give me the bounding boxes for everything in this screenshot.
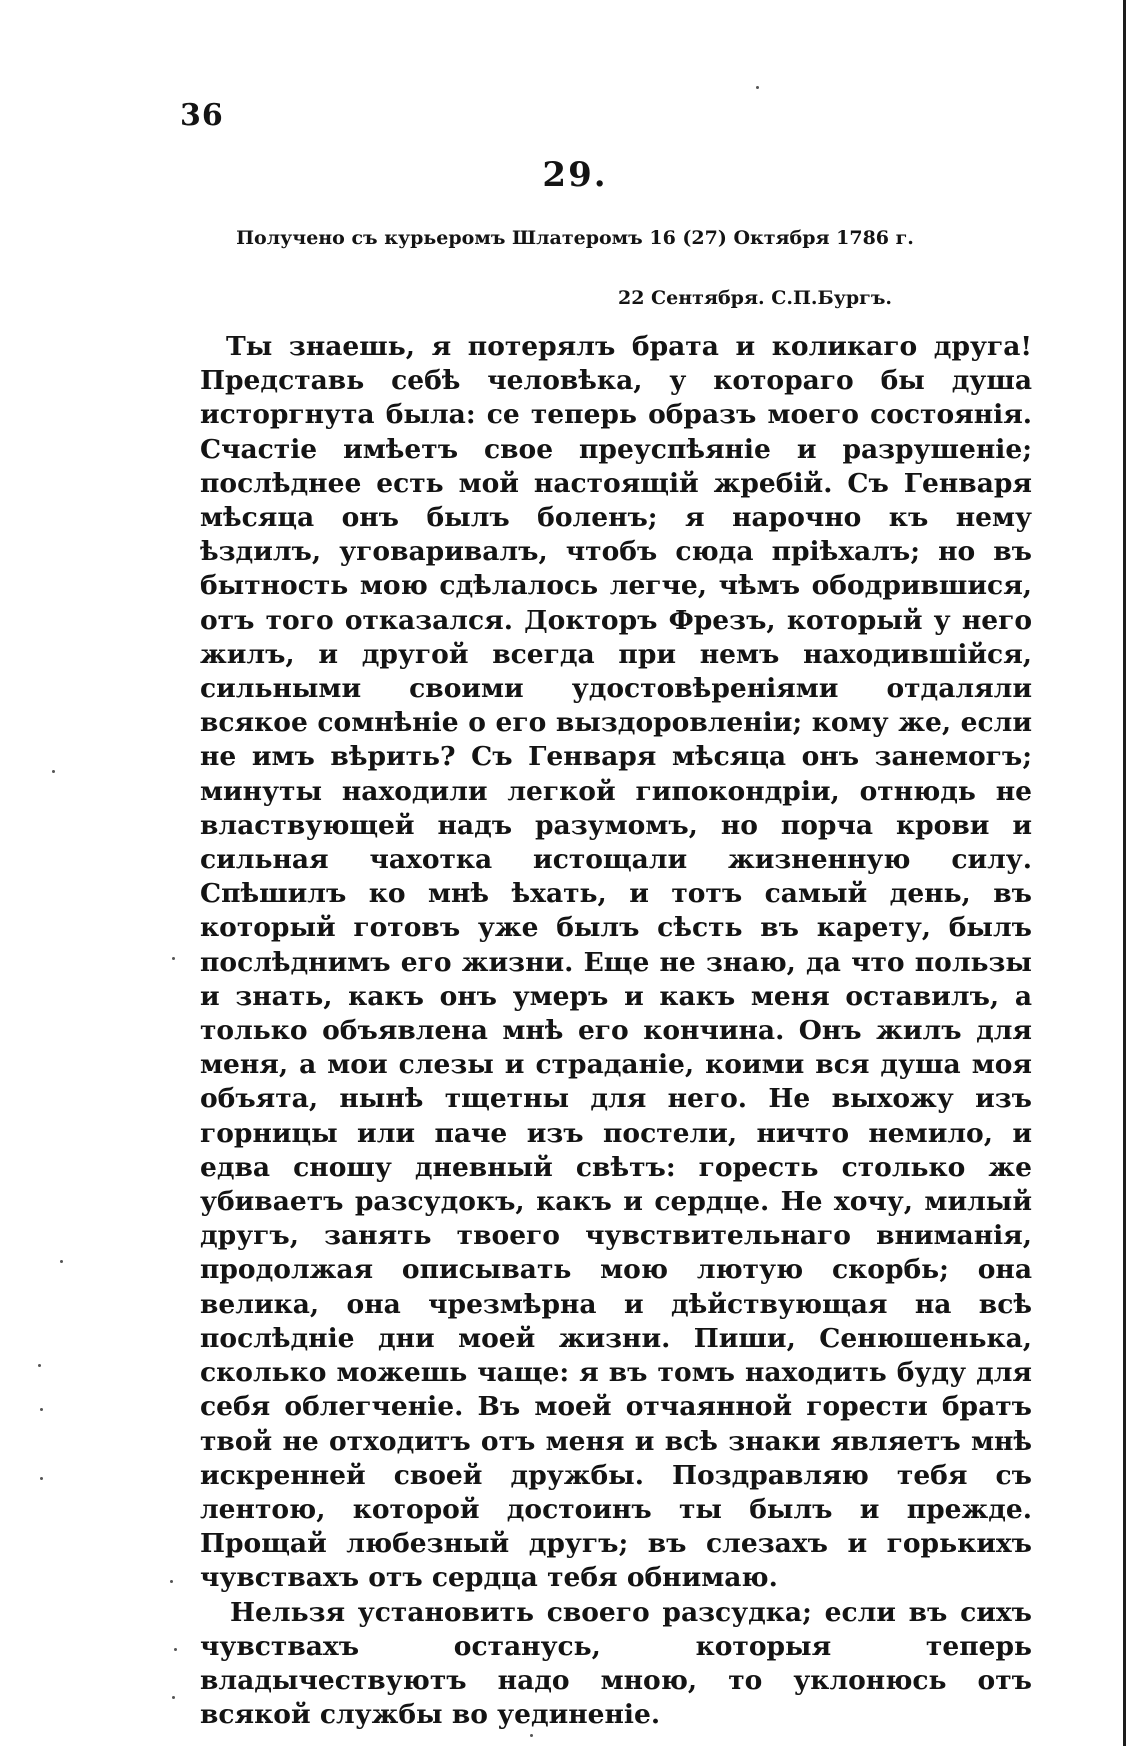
scan-speck	[174, 1648, 177, 1651]
scan-speck	[530, 1734, 533, 1737]
page-number: 36	[180, 98, 224, 133]
scan-speck	[756, 86, 759, 89]
letter-number: 29.	[542, 155, 608, 195]
courier-note: Получено съ курьеромъ Шлатеромъ 16 (27) Октября 1786 г.	[236, 227, 914, 249]
scan-speck	[172, 957, 175, 960]
scan-speck	[38, 1364, 41, 1367]
scan-speck	[172, 1696, 175, 1699]
scan-speck	[52, 770, 55, 773]
scan-speck	[60, 1260, 63, 1263]
scan-speck	[40, 1477, 43, 1480]
dateline: 22 Сентября. С.П.Бургъ.	[618, 287, 893, 309]
letter-paragraph-2: Нельзя установить своего разсудка; если въ сихъ чувствахъ останусь, которыя теперь владычествуютъ надо мною, то уклонюсь отъ всякой службы во уединеніе.	[200, 1596, 1032, 1731]
scan-speck	[170, 1580, 173, 1583]
letter-body	[200, 330, 1032, 1732]
scan-speck	[40, 1408, 43, 1411]
letter-paragraph-1: Ты знаешь, я потерялъ брата и коликаго друга! Представь себѣ человѣка, у котораго бы душа исторгнута была: се теперь образъ моего состоянія. Счастіе имѣетъ свое преуспѣяніе и разрушеніе; послѣднее есть мой настоящій жребій. Съ Генваря мѣсяца онъ былъ боленъ; я нарочно къ нему ѣздилъ, уговаривалъ, чтобъ сюда пріѣхалъ; но въ бытность мою сдѣлалось легче, чѣмъ ободрившися, отъ того отказался. Докторъ Фрезъ, который у него жилъ, и другой всегда при немъ находившійся, сильными своими удостовѣреніями отдаляли всякое сомнѣніе о его выздоровленіи; кому же, если не имъ вѣрить? Съ Генваря мѣсяца онъ занемогъ; минуты находили легкой гипокондріи, отнюдь не властвующей надъ разумомъ, но порча крови и сильная чахотка истощали жизненную силу. Спѣшилъ ко мнѣ ѣхать, и тотъ самый день, въ который готовъ уже былъ сѣсть въ карету, былъ послѣднимъ его жизни. Еще не знаю, да что пользы и знать, какъ онъ умеръ и какъ меня оставилъ, а только объявлена мнѣ его кончина. Онъ жилъ для меня, а мои слезы и страданіе, коими вся душа моя объята, нынѣ тщетны для него. Не выхожу изъ горницы или паче изъ постели, ничто немило, и едва сношу дневный свѣтъ: горесть столько же убиваетъ разсудокъ, какъ и сердце. Не хочу, милый другъ, занять твоего чувствительнаго вниманія, продолжая описывать мою лютую скорбь; она велика, она чрезмѣрна и дѣйствующая на всѣ послѣдніе дни моей жизни. Пиши, Сенюшенька, сколько можешь чаще: я въ томъ находить буду для себя облегченіе. Въ моей отчаянной горести братъ твой не отходитъ отъ меня и всѣ знаки являетъ мнѣ искренней своей дружбы. Поздравляю тебя съ лентою, которой достоинъ ты былъ и прежде. Прощай любезный другъ; въ слезахъ и горькихъ чувствахъ отъ сердца тебя обнимаю.	[200, 331, 1032, 1594]
page-edge-line	[1123, 0, 1126, 1746]
